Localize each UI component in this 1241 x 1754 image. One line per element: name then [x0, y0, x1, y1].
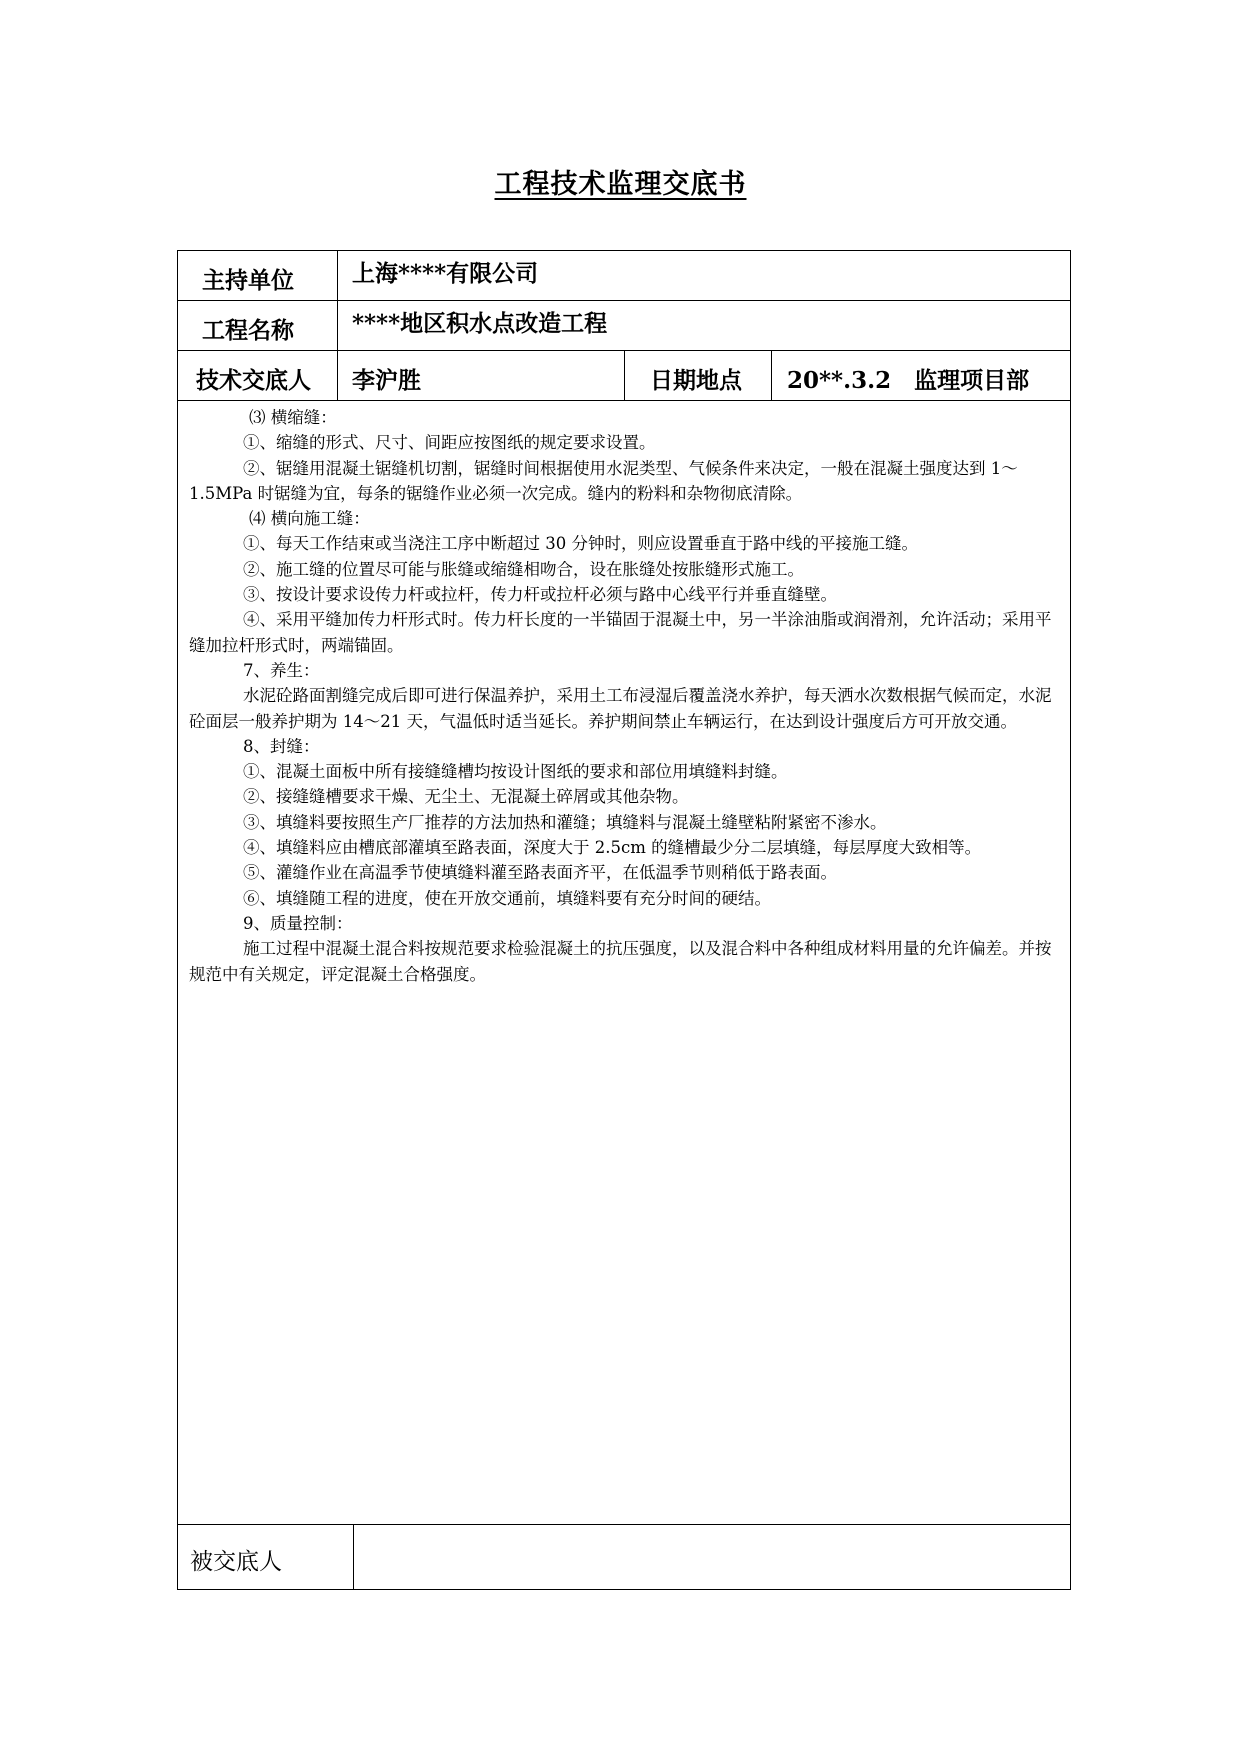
content-line: ①、混凝土面板中所有接缝缝槽均按设计图纸的要求和部位用填缝料封缝。: [243, 762, 788, 782]
host-unit-label: 主持单位: [202, 267, 294, 294]
content-line: ①、缩缝的形式、尺寸、间距应按图纸的规定要求设置。: [243, 433, 656, 453]
row-divider: [178, 300, 1070, 301]
content-line: 施工过程中混凝土混合料按规范要求检验混凝土的抗压强度，以及混合料中各种组成材料用量的允许偏差。并按规范中有关规定，评定混凝土合格强度。: [189, 939, 1052, 984]
document-title: [0, 162, 1241, 201]
content-line: ④、填缝料应由槽底部灌填至路表面，深度大于 2.5cm 的缝槽最少分二层填缝，每层厚度大致相等。: [243, 838, 982, 858]
content-line: ③、按设计要求设传力杆或拉杆，传力杆或拉杆必须与路中心线平行并垂直缝壁。: [243, 585, 837, 605]
column-divider: [624, 350, 625, 400]
date-place-label: 日期地点: [650, 367, 742, 394]
row-divider: [178, 400, 1070, 401]
content-line: ③、填缝料要按照生产厂推荐的方法加热和灌缝；填缝料与混凝土缝壁粘附紧密不渗水。: [243, 812, 887, 832]
document-title-text: 工程技术监理交底书: [494, 169, 747, 200]
column-divider: [353, 1524, 354, 1590]
briefing-content: [189, 405, 1062, 987]
content-line: ⑷ 横向施工缝：: [249, 509, 370, 529]
content-line: 8、封缝：: [243, 736, 320, 756]
tech-briefer-value: 李沪胜: [352, 367, 421, 394]
briefing-form-table: [177, 250, 1071, 1590]
tech-briefer-label: 技术交底人: [196, 367, 311, 394]
content-line: ⑥、填缝随工程的进度，使在开放交通前，填缝料要有充分时间的硬结。: [243, 888, 771, 908]
project-name-value: ****地区积水点改造工程: [352, 310, 608, 337]
project-name-label: 工程名称: [202, 317, 294, 344]
content-line: ⑤、灌缝作业在高温季节使填缝料灌至路表面齐平，在低温季节则稍低于路表面。: [243, 863, 837, 883]
date-place-value: 20**.3.2 监理项目部: [787, 367, 1030, 394]
content-line: ⑶ 横缩缝：: [249, 408, 337, 427]
content-line: ②、锯缝用混凝土锯缝机切割，锯缝时间根据使用水泥类型、气候条件来决定，一般在混凝土强度达到 1～1.5MPa 时锯缝为宜，每条的锯缝作业必须一次完成。缝内的粉料和杂物彻底清除。: [189, 458, 1018, 503]
content-line: 水泥砼路面割缝完成后即可进行保温养护，采用土工布浸湿后覆盖浇水养护，每天洒水次数根据气候而定，水泥砼面层一般养护期为 14～21 天，气温低时适当延长。养护期间禁止车辆运行，在达到设计强度后方可开放交通。: [189, 686, 1052, 731]
content-line: ④、采用平缝加传力杆形式时。传力杆长度的一半锚固于混凝土中，另一半涂油脂或润滑剂，允许活动；采用平缝加拉杆形式时，两端锚固。: [189, 610, 1052, 655]
row-divider: [178, 1524, 1070, 1525]
host-unit-value: 上海****有限公司: [352, 260, 539, 287]
content-line: 7、养生：: [243, 660, 320, 680]
recipient-label: 被交底人: [190, 1549, 282, 1575]
content-line: 9、质量控制：: [243, 913, 353, 933]
content-line: ①、每天工作结束或当浇注工序中断超过 30 分钟时，则应设置垂直于路中线的平接施工缝。: [243, 534, 918, 554]
content-line: ②、施工缝的位置尽可能与胀缝或缩缝相吻合，设在胀缝处按胀缝形式施工。: [243, 559, 804, 579]
column-divider: [771, 350, 772, 400]
content-line: ②、接缝缝槽要求干燥、无尘土、无混凝土碎屑或其他杂物。: [243, 787, 689, 807]
column-divider: [337, 251, 338, 400]
